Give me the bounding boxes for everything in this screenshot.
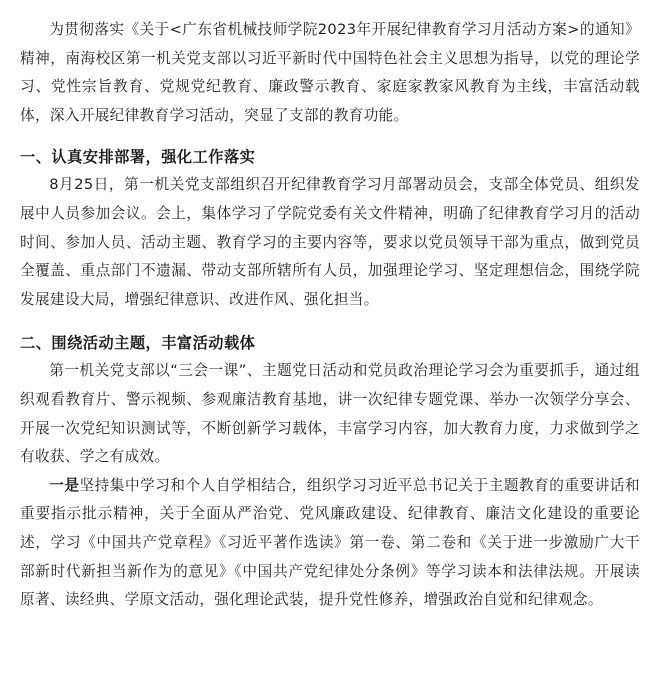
point-1-lead: 一是 [49, 476, 80, 494]
section-1-heading: 一、认真安排部署，强化工作落实 [20, 148, 256, 167]
section-2-point-1-paragraph [20, 472, 640, 615]
section-1-paragraph: 8月25日，第一机关党支部组织召开纪律教育学习月部署动员会，支部全体党员、组织发展中人员参加会议。会上，集体学习了学院党委有关文件精神，明确了纪律教育学习月的活动时间、参加人员、活动主题、教育学习的主要内容等，要求以党员领导干部为重点，做到党员全覆盖、重点部门不遗漏、带动支部所辖所有人员，加强理论学习、坚定理想信念，围绕学院发展建设大局，增强纪律意识、改进作风、强化担当。 [20, 176, 640, 308]
intro-paragraph: 为贯彻落实《关于<广东省机械技师学院2023年开展纪律教育学习月活动方案>的通知》精神，南海校区第一机关党支部以习近平新时代中国特色社会主义思想为指导，以党的理论学习、党性宗旨教育、党规党纪教育、廉政警示教育、家庭家教家风教育为主线，丰富活动载体，深入开展纪律教育学习活动，突显了支部的教育功能。 [20, 21, 640, 124]
section-2-heading: 二、围绕活动主题，丰富活动载体 [20, 334, 256, 353]
point-1-body: 坚持集中学习和个人自学相结合，组织学习习近平总书记关于主题教育的重要讲话和重要指示批示精神，关于全面从严治党、党风廉政建设、纪律教育、廉洁文化建设的重要论述，学习《中国共产党章程》《习近平著作选读》第一卷、第二卷和《关于进一步激励广大干部新时代新担当新作为的意见》《中国共产党纪律处分条例》等学习读本和法律法规。开展读原著、读经典、学原文活动，强化理论武装，提升党性修养，增强政治自觉和纪律观念。 [20, 476, 641, 609]
section-2-paragraph: 第一机关党支部以“三会一课”、主题党日活动和党员政治理论学习会为重要抓手，通过组织观看教育片、警示视频、参观廉洁教育基地，讲一次纪律专题党课、举办一次领学分享会、开展一次党纪知识测试等，不断创新学习载体，丰富学习内容，加大教育力度，力求做到学之有收获、学之有成效。 [20, 362, 640, 466]
